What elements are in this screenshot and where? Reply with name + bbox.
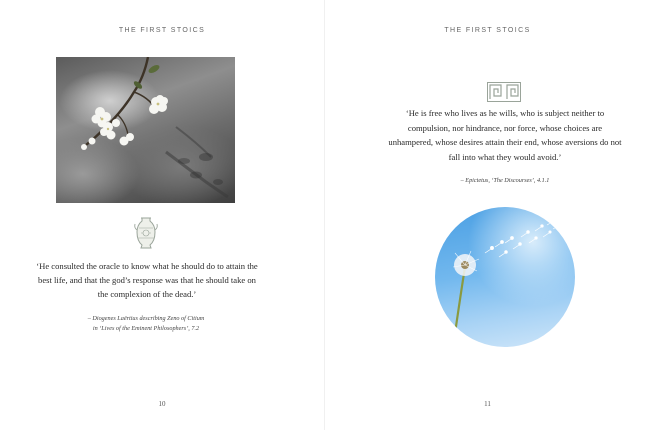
running-head-left: THE FIRST STOICS [118, 27, 206, 34]
page-number-left: 10 [158, 400, 166, 408]
attribution-left-line1: – Diogenes Laërtius describing Zeno of Citium [87, 315, 205, 322]
quote-text-left: ‘He consulted the oracle to know what he should do to attain the best life, and that the god’s response was that he should take on the complexion of the dead.’ [36, 261, 258, 300]
quote-text-right: ‘He is free who lives as he wills, who is subject neither to compulsion, nor hindrance, nor force, whose choices are unhampered, whose desires attain their end, whose aversions do not fall into what they would avoid.’ [388, 108, 622, 162]
attribution-left [40, 314, 252, 334]
blossom-photo [56, 57, 235, 203]
greek-key-icon [487, 82, 521, 102]
dandelion-photo [435, 207, 575, 347]
dandelion-illustration [435, 207, 575, 347]
running-head-right: THE FIRST STOICS [444, 27, 531, 34]
attribution-right: – Epictetus, ‘The Discourses’, 4.1.1 [460, 177, 550, 184]
page-number-right: 11 [484, 400, 491, 408]
right-page [325, 0, 650, 430]
attribution-left-line2: in ‘Lives of the Eminent Philosophers’, 7.2 [92, 325, 200, 332]
vase-icon [133, 216, 159, 250]
blossom-illustration [56, 57, 235, 203]
